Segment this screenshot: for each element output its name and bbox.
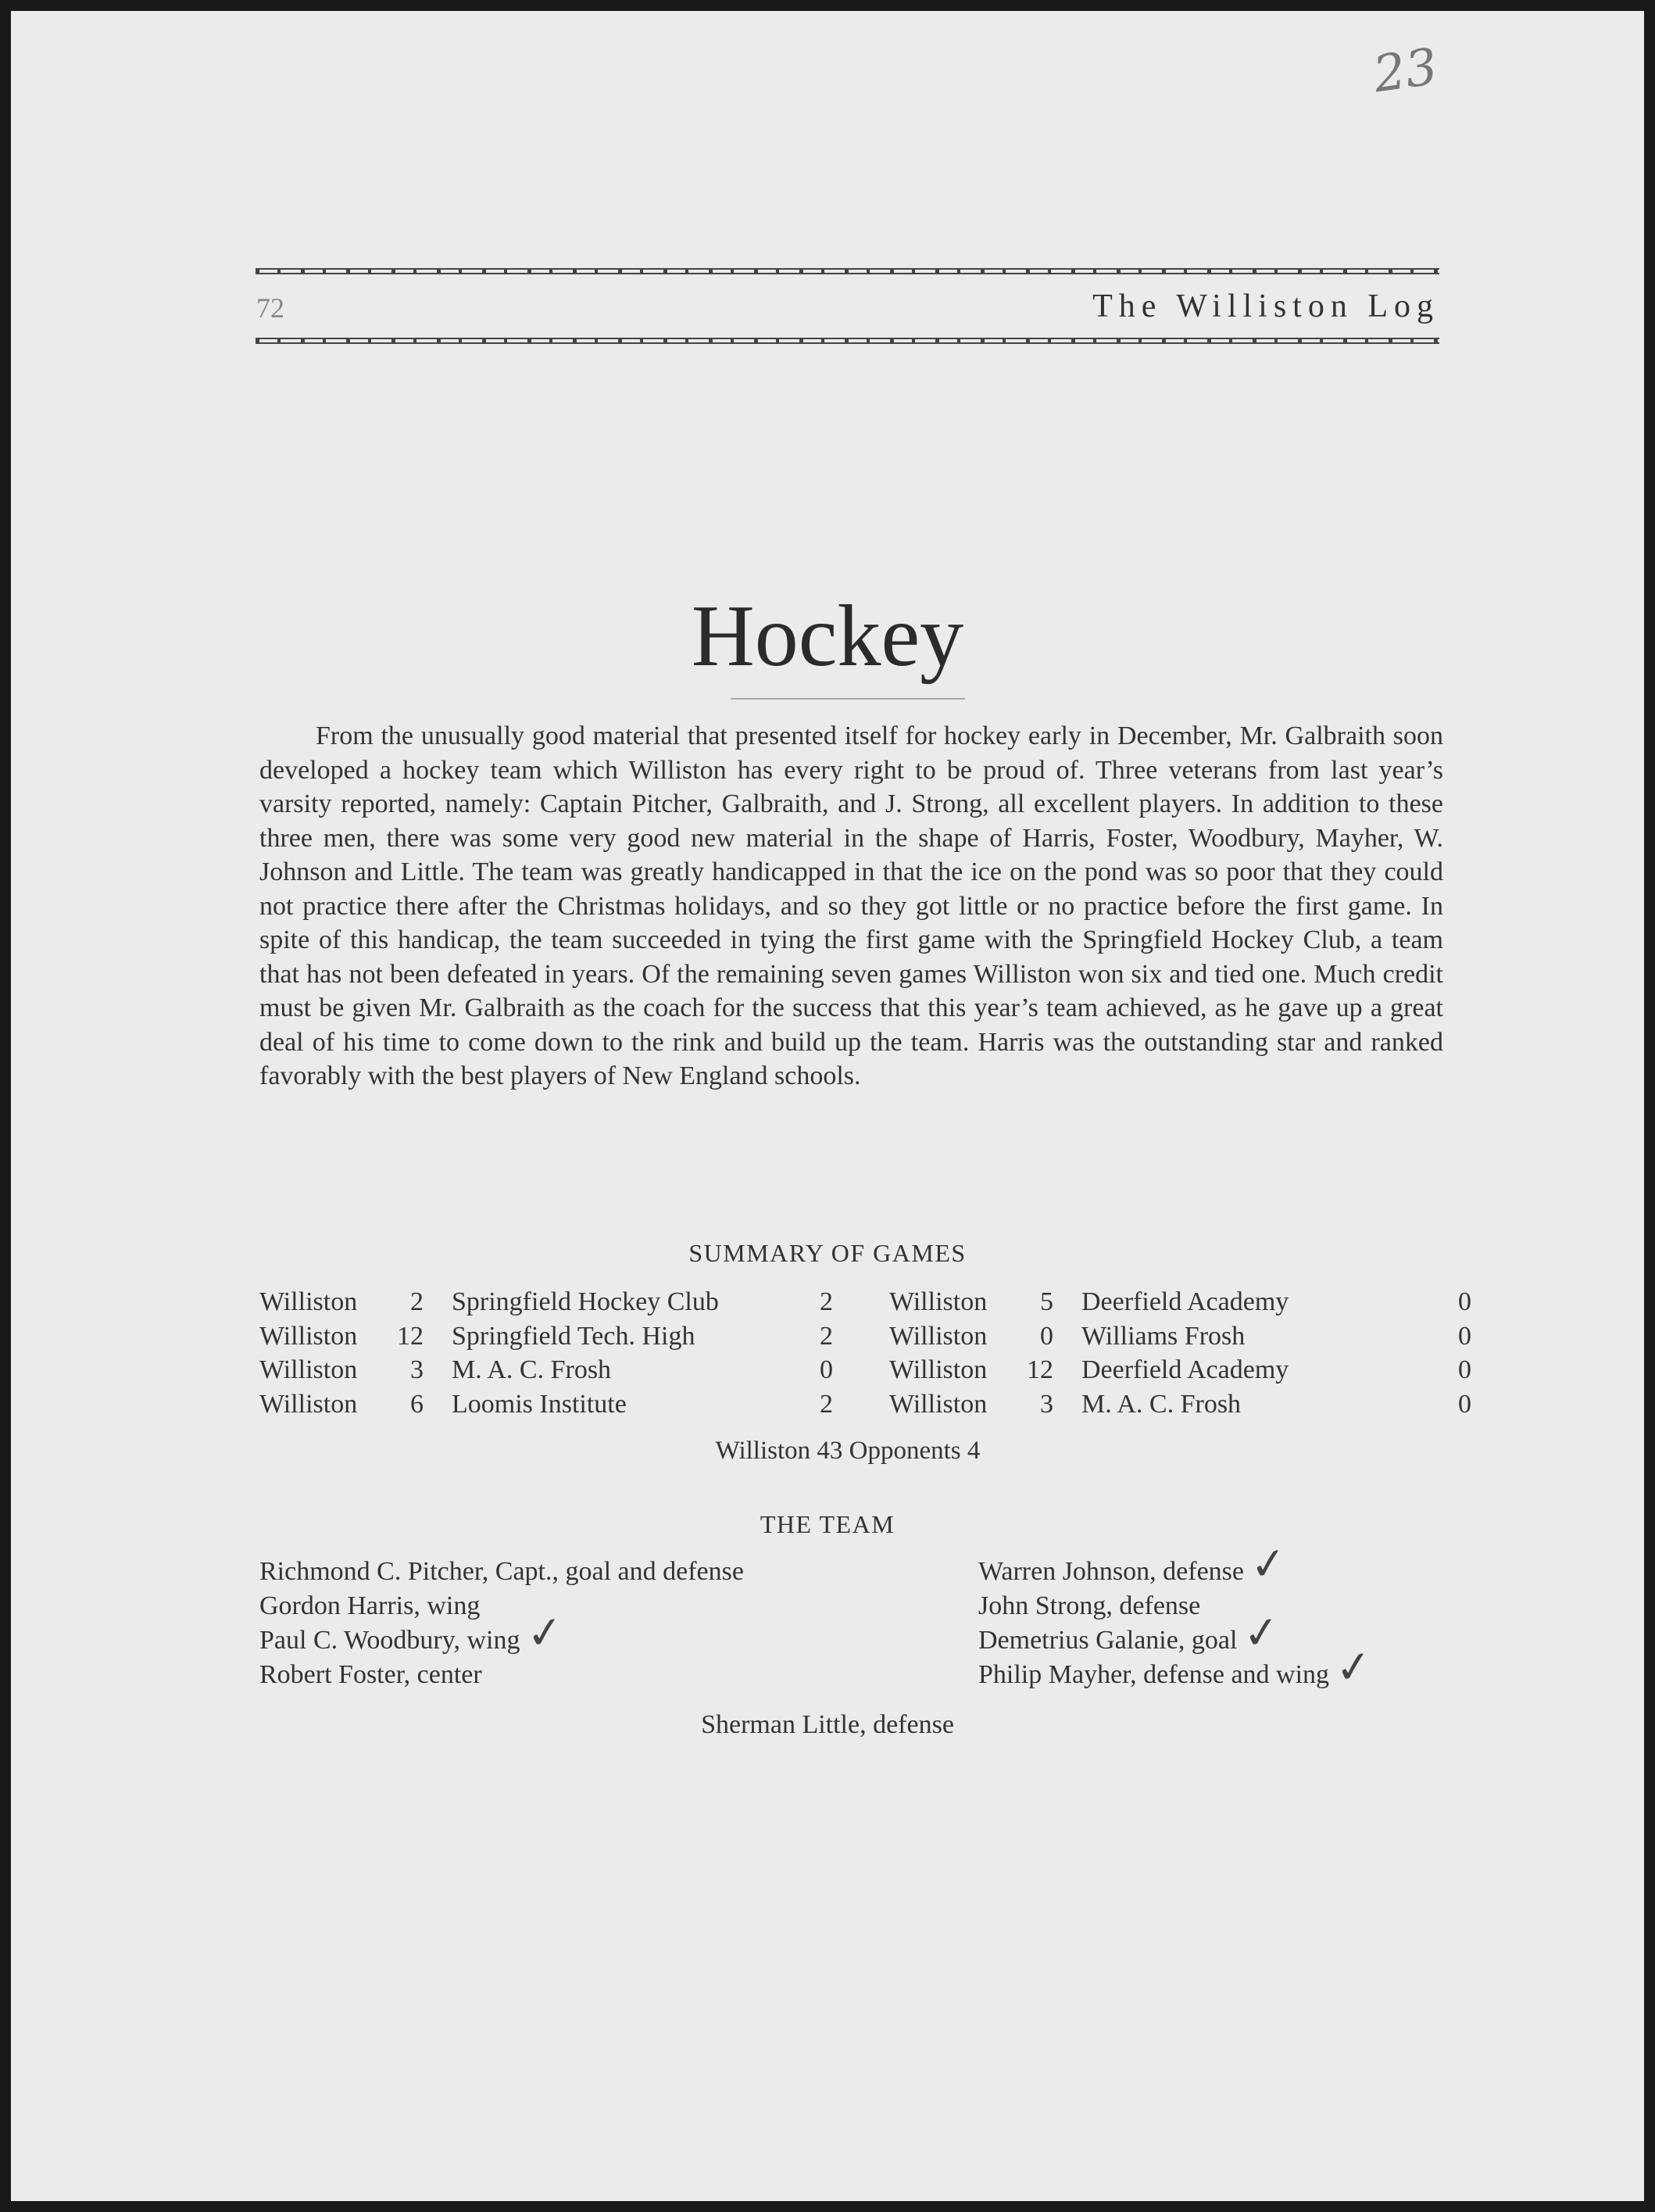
article-title: Hockey (691, 588, 964, 685)
game-opponent: Loomis Institute (452, 1389, 627, 1419)
game-row (889, 1287, 1471, 1322)
game-score: 3 (410, 1355, 424, 1384)
game-score: 3 (1040, 1389, 1053, 1419)
game-score: 12 (397, 1321, 424, 1351)
player-right: Philip Mayher, defense and wing (978, 1660, 1330, 1689)
game-row (259, 1321, 833, 1356)
game-opponent-score: 2 (820, 1389, 833, 1419)
game-score: 12 (1027, 1355, 1053, 1384)
team-heading: THE TEAM (760, 1510, 895, 1538)
game-team: Williston (889, 1321, 988, 1351)
game-opponent-score: 0 (1458, 1389, 1471, 1419)
summary-heading: SUMMARY OF GAMES (688, 1239, 967, 1267)
rule-line (256, 273, 1439, 274)
player-right: Warren Johnson, defense (978, 1557, 1244, 1586)
game-opponent: M. A. C. Frosh (452, 1355, 612, 1384)
game-row (889, 1389, 1471, 1424)
game-team: Williston (889, 1389, 988, 1419)
game-score: 0 (1040, 1321, 1053, 1351)
game-team: Williston (259, 1355, 358, 1384)
game-opponent-score: 0 (1458, 1287, 1471, 1316)
player-left: Robert Foster, center (259, 1660, 482, 1689)
game-score: 5 (1040, 1287, 1053, 1316)
game-opponent: M. A. C. Frosh (1081, 1389, 1242, 1419)
running-title: The Williston Log (1092, 288, 1439, 324)
check-mark-icon: ✓ (1241, 1605, 1283, 1661)
game-opponent: Springfield Hockey Club (452, 1287, 719, 1316)
game-opponent-score: 2 (820, 1321, 833, 1351)
article-paragraph: From the unusually good material that presented itself for hockey early in December, Mr. Galbraith soon developed a hockey team which Williston has every right to be proud of. Three veterans from last year’s varsity reported, namely: Captain Pitcher, Galbraith, and J. Strong, all excellent players. In addition to these three men, there was some very good new material in the shape of Harris, Foster, Woodbury, Mayher, W. Johnson and Little. The team was greatly handicapped in that the ice on the pond was so poor that they could not practice there after the Christmas holidays, and so they got little or no practice before the first game. In spite of this handicap, the team succeeded in tying the first game with the Springfield Hockey Club, a team that has not been defeated in years. Of the remaining seven games Williston won six and tied one. Much credit must be given Mr. Galbraith as the coach for the success that this year’s team achieved, as he gave up a great deal of his time to come down to the rink and build up the team. Harris was the outstanding star and ranked favorably with the best players of New England schools. (259, 721, 1443, 1090)
game-row (259, 1355, 833, 1390)
game-opponent-score: 2 (820, 1287, 833, 1316)
game-opponent: Deerfield Academy (1081, 1355, 1289, 1384)
game-opponent-score: 0 (820, 1355, 833, 1384)
handwritten-page-number: 23 (1370, 38, 1442, 105)
player-right: John Strong, defense (978, 1591, 1201, 1620)
game-row (259, 1389, 833, 1424)
game-team: Williston (889, 1287, 988, 1316)
check-mark-icon: ✓ (1332, 1640, 1375, 1695)
game-row (259, 1287, 833, 1322)
game-team: Williston (259, 1287, 358, 1316)
header-rule-top (256, 268, 1439, 274)
player-last: Sherman Little, defense (701, 1710, 954, 1739)
game-opponent: Deerfield Academy (1081, 1287, 1289, 1316)
check-mark-icon: ✓ (1247, 1537, 1290, 1592)
header-page-number: 72 (256, 292, 284, 324)
player-left: Gordon Harris, wing (259, 1591, 481, 1620)
season-total: Williston 43 Opponents 4 (715, 1437, 981, 1465)
game-score: 6 (410, 1389, 424, 1419)
check-mark-icon: ✓ (524, 1605, 566, 1661)
title-underline (731, 698, 965, 700)
game-opponent-score: 0 (1458, 1321, 1471, 1351)
header-rule-bottom (256, 338, 1439, 344)
game-opponent-score: 0 (1458, 1355, 1471, 1384)
rule-line (256, 342, 1439, 344)
player-right: Demetrius Galanie, goal (978, 1626, 1238, 1655)
game-score: 2 (410, 1287, 424, 1316)
player-left: Richmond C. Pitcher, Capt., goal and defense (259, 1557, 744, 1586)
game-opponent: Springfield Tech. High (452, 1321, 695, 1351)
game-opponent: Williams Frosh (1081, 1321, 1246, 1351)
game-team: Williston (259, 1389, 358, 1419)
game-row (889, 1355, 1471, 1390)
game-row (889, 1321, 1471, 1356)
game-team: Williston (259, 1321, 358, 1351)
game-team: Williston (889, 1355, 988, 1384)
player-left: Paul C. Woodbury, wing (259, 1626, 520, 1655)
